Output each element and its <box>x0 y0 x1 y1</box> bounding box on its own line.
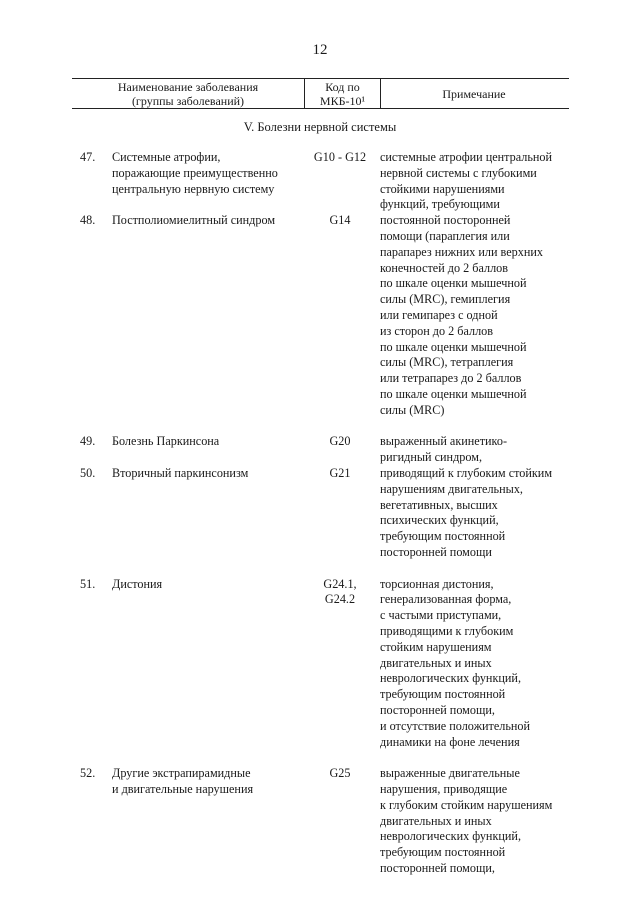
row-note-line: системные атрофии центральной <box>380 150 553 164</box>
row-number <box>80 434 108 450</box>
row-number-line: 51. <box>80 576 96 591</box>
row-note-line: вегетативных, высших <box>380 497 498 512</box>
table-row <box>0 150 640 213</box>
table-row <box>0 466 640 577</box>
icd-code-line: G14 <box>329 213 351 228</box>
row-note-line: двигательных и иных <box>380 655 492 670</box>
row-note <box>380 150 580 213</box>
row-note-line: постоянной посторонней <box>380 213 511 228</box>
row-note-line: силы (MRC) <box>380 402 445 417</box>
icd-code <box>304 434 376 450</box>
disease-name <box>112 150 308 197</box>
icd-code-line: G24.2 <box>324 592 356 607</box>
table-row <box>0 434 640 466</box>
row-note-line: психических функций, <box>380 513 499 528</box>
row-number <box>80 577 108 593</box>
row-note <box>380 766 580 877</box>
row-note-line: генерализованная форма, <box>380 592 512 607</box>
row-note-line: силы (MRC), гемиплегия <box>380 292 511 307</box>
header-name-line: Наименование заболевания <box>117 79 259 94</box>
row-note-line: требующим постоянной <box>380 845 506 860</box>
row-number <box>80 466 108 482</box>
disease-name-line: Другие экстрапирамидные <box>112 766 251 781</box>
row-note-line: парапарез нижних или верхних <box>380 244 543 259</box>
disease-name-line: Постполиомиелитный синдром <box>112 213 276 228</box>
page-number: 12 <box>312 42 328 58</box>
row-note-line: с частыми приступами, <box>380 608 502 623</box>
disease-name <box>112 213 308 229</box>
row-note-line: приводящими к глубоким <box>380 623 514 638</box>
row-note-line: посторонней помощи <box>380 544 492 559</box>
row-number-line: 50. <box>80 465 96 480</box>
row-note-line: выраженные двигательные <box>380 766 520 781</box>
icd-code <box>304 766 376 782</box>
row-note-line: неврологических функций, <box>380 671 521 686</box>
disease-name <box>112 466 308 482</box>
disease-name <box>112 434 308 450</box>
row-note-line: выраженный акинетико- <box>380 434 508 449</box>
icd-code <box>304 577 376 609</box>
row-note-line: требующим постоянной <box>380 529 506 544</box>
row-note-line: требующим постоянной <box>380 687 506 702</box>
row-note-line: двигательных и иных <box>380 813 492 828</box>
header-code-line: Код по <box>325 79 360 94</box>
table-header <box>72 78 569 109</box>
row-note-line: приводящий к глубоким стойким <box>380 465 553 480</box>
row-number <box>80 766 108 782</box>
icd-code <box>304 466 376 482</box>
section-title: V. Болезни нервной системы <box>243 120 397 134</box>
icd-code-line: G21 <box>329 465 351 480</box>
header-note-cell <box>379 79 569 108</box>
icd-code <box>304 213 376 229</box>
row-note-line: функций, требующими <box>380 197 500 212</box>
row-note-line: из сторон до 2 баллов <box>380 323 494 338</box>
table-row <box>0 213 640 434</box>
header-code-cell <box>304 79 381 108</box>
row-note-line: силы (MRC), тетраплегия <box>380 355 514 370</box>
icd-code-line: G25 <box>329 766 351 781</box>
row-note-line: ригидный синдром, <box>380 450 482 465</box>
row-note-line: нервной системы с глубокими <box>380 165 537 180</box>
row-note-line: и отсутствие положительной <box>380 718 531 733</box>
icd-code-line: G24.1, <box>323 576 357 591</box>
row-number-line: 47. <box>80 150 96 164</box>
row-note-line: помощи (параплегия или <box>380 228 510 243</box>
header-name-line: (группы заболеваний) <box>131 93 245 108</box>
table-row <box>0 577 640 767</box>
icd-code <box>304 150 376 166</box>
icd-code-line: G20 <box>329 434 351 449</box>
row-note-line: нарушениям двигательных, <box>380 481 523 496</box>
row-number-line: 49. <box>80 434 96 449</box>
row-note-line: стойкими нарушениями <box>380 181 505 196</box>
row-note-line: посторонней помощи, <box>380 702 495 717</box>
row-note-line: к глубоким стойким нарушениям <box>380 797 553 812</box>
row-note-line: неврологических функций, <box>380 829 521 844</box>
row-note-line: динамики на фоне лечения <box>380 734 520 749</box>
row-note-line: по шкале оценки мышечной <box>380 386 527 401</box>
header-code-line: МКБ-10¹ <box>319 93 366 108</box>
row-note-line: торсионная дистония, <box>380 576 494 591</box>
disease-name <box>112 766 308 798</box>
row-note <box>380 213 580 418</box>
header-note-label: Примечание <box>442 86 506 101</box>
disease-name-line: Дистония <box>112 576 163 591</box>
row-note-line: по шкале оценки мышечной <box>380 339 527 354</box>
disease-name-line: Вторичный паркинсонизм <box>112 465 249 480</box>
row-number-line: 48. <box>80 213 96 228</box>
row-number <box>80 213 108 229</box>
row-number-line: 52. <box>80 766 96 781</box>
row-note-line: конечностей до 2 баллов <box>380 260 508 275</box>
row-note-line: или гемипарез с одной <box>380 307 498 322</box>
row-note <box>380 434 580 466</box>
header-name-cell <box>72 79 304 108</box>
row-number <box>80 150 108 166</box>
disease-name-line: Системные атрофии, <box>112 150 221 164</box>
disease-name-line: поражающие преимущественно <box>112 165 278 180</box>
row-note-line: посторонней помощи, <box>380 860 495 875</box>
row-note <box>380 466 580 561</box>
table-row <box>0 766 640 877</box>
row-note-line: стойким нарушениям <box>380 639 492 654</box>
row-note-line: или тетрапарез до 2 баллов <box>380 371 522 386</box>
disease-name <box>112 577 308 593</box>
row-note-line: нарушения, приводящие <box>380 781 508 796</box>
row-note <box>380 577 580 751</box>
disease-name-line: и двигательные нарушения <box>112 781 254 796</box>
disease-name-line: центральную нервную систему <box>112 181 275 196</box>
icd-code-line: G10 - G12 <box>313 150 367 164</box>
row-note-line: по шкале оценки мышечной <box>380 276 527 291</box>
table-body <box>0 150 640 877</box>
disease-name-line: Болезнь Паркинсона <box>112 434 220 449</box>
